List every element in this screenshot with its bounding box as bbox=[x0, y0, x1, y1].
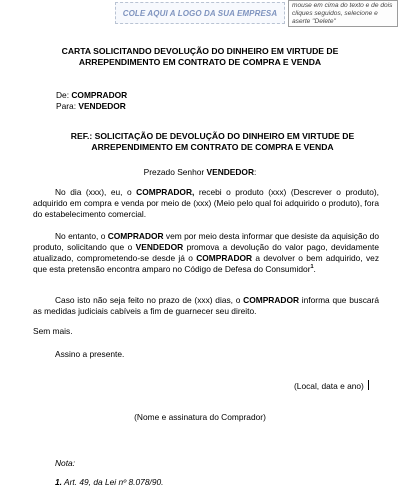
paragraph-2 bbox=[33, 231, 379, 275]
p3-text-c: informa que buscará as medidas judiciais cabíveis a fim de guarnecer seu direito. bbox=[33, 295, 379, 316]
to-prefix: Para: bbox=[56, 101, 79, 111]
p3-buyer: COMPRADOR bbox=[243, 295, 300, 305]
to-line bbox=[56, 101, 126, 112]
text-cursor bbox=[368, 380, 369, 390]
p2-text-e: promova a devolução do valor pago, devidamente atualizado, comprometendo-se desde já o bbox=[33, 242, 379, 263]
from-prefix: De: bbox=[56, 90, 72, 100]
p1-text-c: recebi o produto (xxx) (Descrever o produto), adquirido em compra e venda por meio de (xxx) (Meio pelo qual foi adquirido o produto), fora do estabelecimento comercial. bbox=[33, 187, 379, 219]
footnote-ref: 1 bbox=[310, 264, 314, 271]
p2-text-g: a devolver o bem adquirido, vez que esta pretensão encontra amparo no Código de Defesa do Consumidor bbox=[33, 253, 380, 274]
salutation-suffix: : bbox=[254, 167, 257, 177]
logo-placeholder-text: COLE AQUI A LOGO DA SUA EMPRESA bbox=[122, 8, 278, 18]
p2-text-c: vem por meio desta informar que desiste da aquisição do produto, solicitando que o bbox=[33, 231, 379, 252]
closing-line-2: Assino a presente. bbox=[55, 349, 125, 359]
footnote-number: 1. bbox=[55, 477, 62, 487]
salutation-prefix: Prezado Senhor bbox=[143, 167, 207, 177]
document-title bbox=[0, 46, 400, 68]
title-line-1: CARTA SOLICITANDO DEVOLUÇÃO DO DINHEIRO EM VIRTUDE DE bbox=[61, 46, 339, 56]
p2-text-a: No entanto, o bbox=[55, 231, 108, 241]
paragraph-1 bbox=[33, 187, 379, 220]
signature-line: (Nome e assinatura do Comprador) bbox=[134, 412, 266, 422]
place-date-text: (Local, data e ano) bbox=[294, 381, 364, 391]
p1-buyer: COMPRADOR, bbox=[136, 187, 195, 197]
p1-text-a: No dia (xxx), eu, o bbox=[55, 187, 137, 197]
reference-heading bbox=[40, 131, 385, 153]
note-label: Nota: bbox=[55, 458, 76, 468]
p2-buyer-2: COMPRADOR bbox=[196, 253, 253, 263]
place-date-line bbox=[294, 380, 369, 392]
p2-buyer: COMPRADOR bbox=[107, 231, 164, 241]
reference-line-2: ARREPENDIMENTO EM CONTRATO DE COMPRA E VENDA bbox=[91, 142, 334, 152]
p2-text-h: . bbox=[313, 264, 316, 274]
salutation-name: VENDEDOR bbox=[206, 167, 254, 177]
from-line bbox=[56, 90, 127, 101]
instruction-tooltip: mouse em cima do texto e de dois cliques seguidos, selecione e aserte "Delete" bbox=[288, 0, 398, 27]
to-name: VENDEDOR bbox=[78, 101, 126, 111]
footnote bbox=[55, 477, 163, 488]
p2-seller: VENDEDOR bbox=[135, 242, 184, 252]
footnote-text: Art. 49, da Lei nº 8.078/90. bbox=[62, 477, 164, 487]
from-name: COMPRADOR bbox=[71, 90, 128, 100]
title-line-2: ARREPENDIMENTO EM CONTRATO DE COMPRA E VENDA bbox=[78, 57, 322, 67]
closing-line-1: Sem mais. bbox=[33, 326, 73, 336]
salutation bbox=[0, 167, 400, 178]
p3-text-a: Caso isto não seja feito no prazo de (xxx) dias, o bbox=[55, 295, 244, 305]
logo-placeholder-box[interactable] bbox=[115, 2, 285, 24]
reference-line-1: REF.: SOLICITAÇÃO DE DEVOLUÇÃO DO DINHEIRO EM VIRTUDE DE bbox=[70, 131, 355, 141]
paragraph-3 bbox=[33, 295, 379, 317]
